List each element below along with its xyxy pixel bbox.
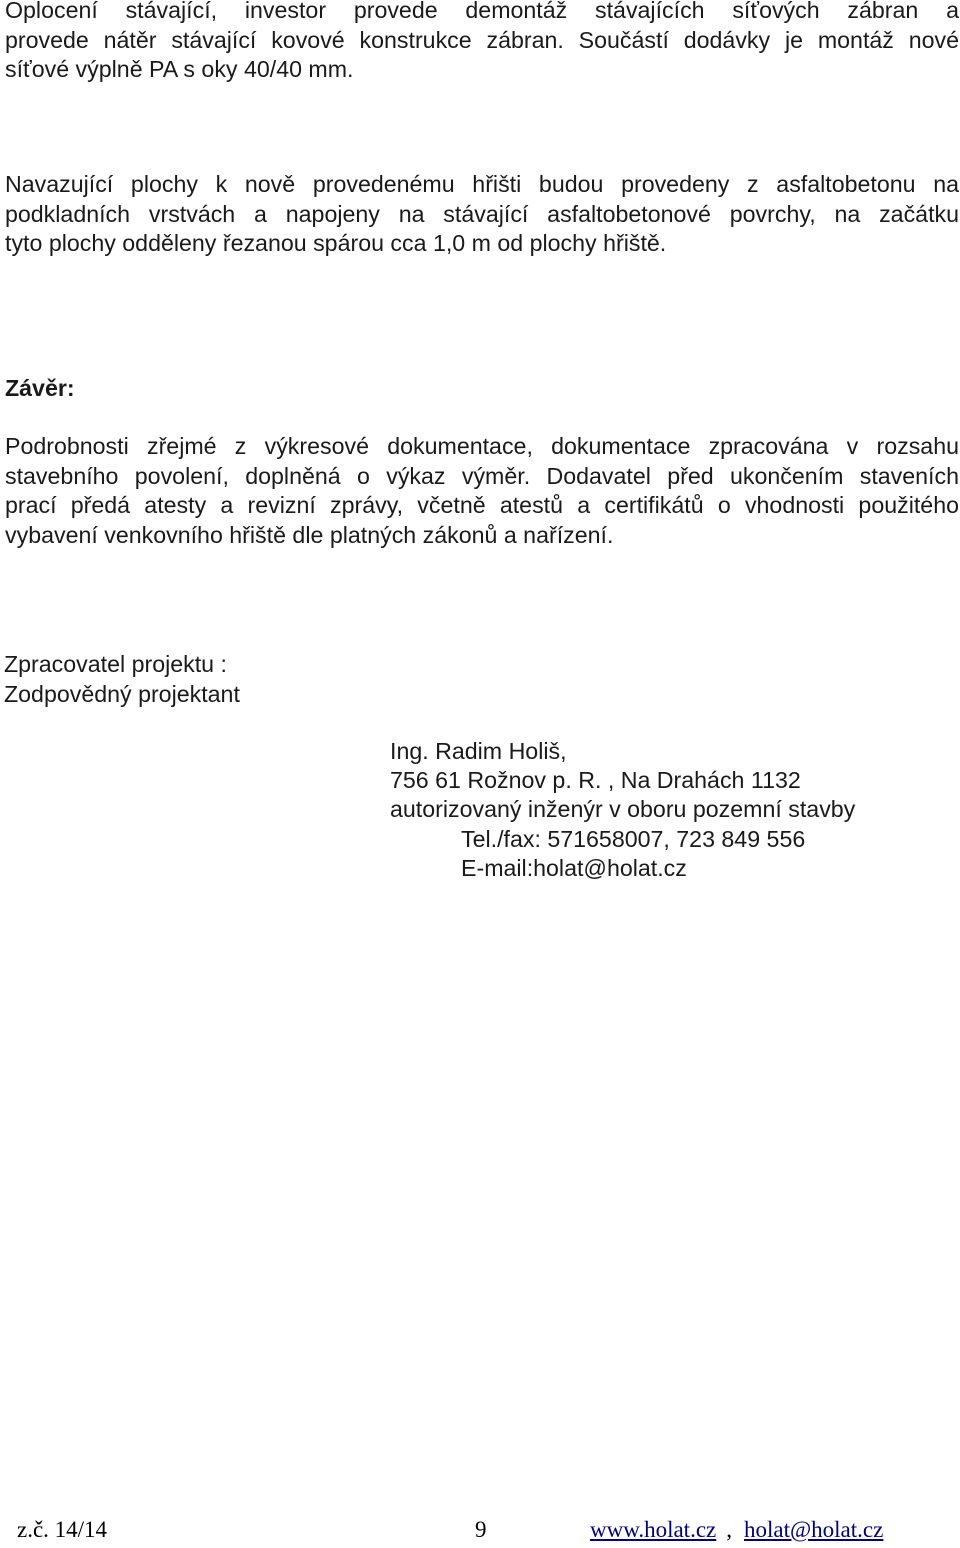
contact-email: E-mail:holat@holat.cz [461,854,687,881]
footer-page-number: 9 [475,1517,487,1542]
contact-role: autorizovaný inženýr v oboru pozemní stavby [390,796,856,823]
footer-separator: , [726,1517,732,1542]
paragraph-conclusion [5,432,959,550]
footer-doc-number: z.č. 14/14 [17,1517,108,1542]
contact-phone: Tel./fax: 571658007, 723 849 556 [461,825,806,852]
text-line: Oplocení stávající, investor provede demontáž stávajících síťových zábran a [5,0,959,23]
email-link[interactable]: holat@holat.cz [744,1517,884,1542]
conclusion-heading: Závěr: [5,375,75,401]
text-line: Podrobnosti zřejmé z výkresové dokumentace, dokumentace zpracována v rozsahu [5,433,959,459]
text-line: Navazující plochy k nově provedenému hřišti budou provedeny z asfaltobetonu na [5,171,959,197]
website-link[interactable]: www.holat.cz [590,1517,717,1542]
author-label: Zpracovatel projektu : [4,651,227,677]
paragraph-fencing [5,0,959,85]
paragraph-surfaces [5,170,959,259]
responsible-designer-label: Zodpovědný projektant [4,680,240,707]
text-line: stavebního povolení, doplněná o výkaz výměr. Dodavatel před ukončením staveních [5,462,959,489]
text-line: síťové výplně PA s oky 40/40 mm. [5,56,354,82]
text-line: podkladních vrstvách a napojeny na stávající asfaltobetonové povrchy, na začátku [5,200,959,227]
contact-name: Ing. Radim Holiš, [390,738,567,764]
text-line: provede nátěr stávající kovové konstrukce zábran. Součástí dodávky je montáž nové [5,26,959,53]
text-line: tyto plochy odděleny řezanou spárou cca 1,0 m od plochy hřiště. [5,230,667,256]
text-line: vybavení venkovního hřiště dle platných zákonů a nařízení. [5,521,614,548]
contact-address: 756 61 Rožnov p. R. , Na Drahách 1132 [390,767,801,794]
author-block [4,650,240,709]
text-line: prací předá atesty a revizní zprávy, včetně atestů a certifikátů o vhodnosti použitého [5,492,959,518]
contact-block [390,737,855,883]
footer-links [590,1516,883,1544]
